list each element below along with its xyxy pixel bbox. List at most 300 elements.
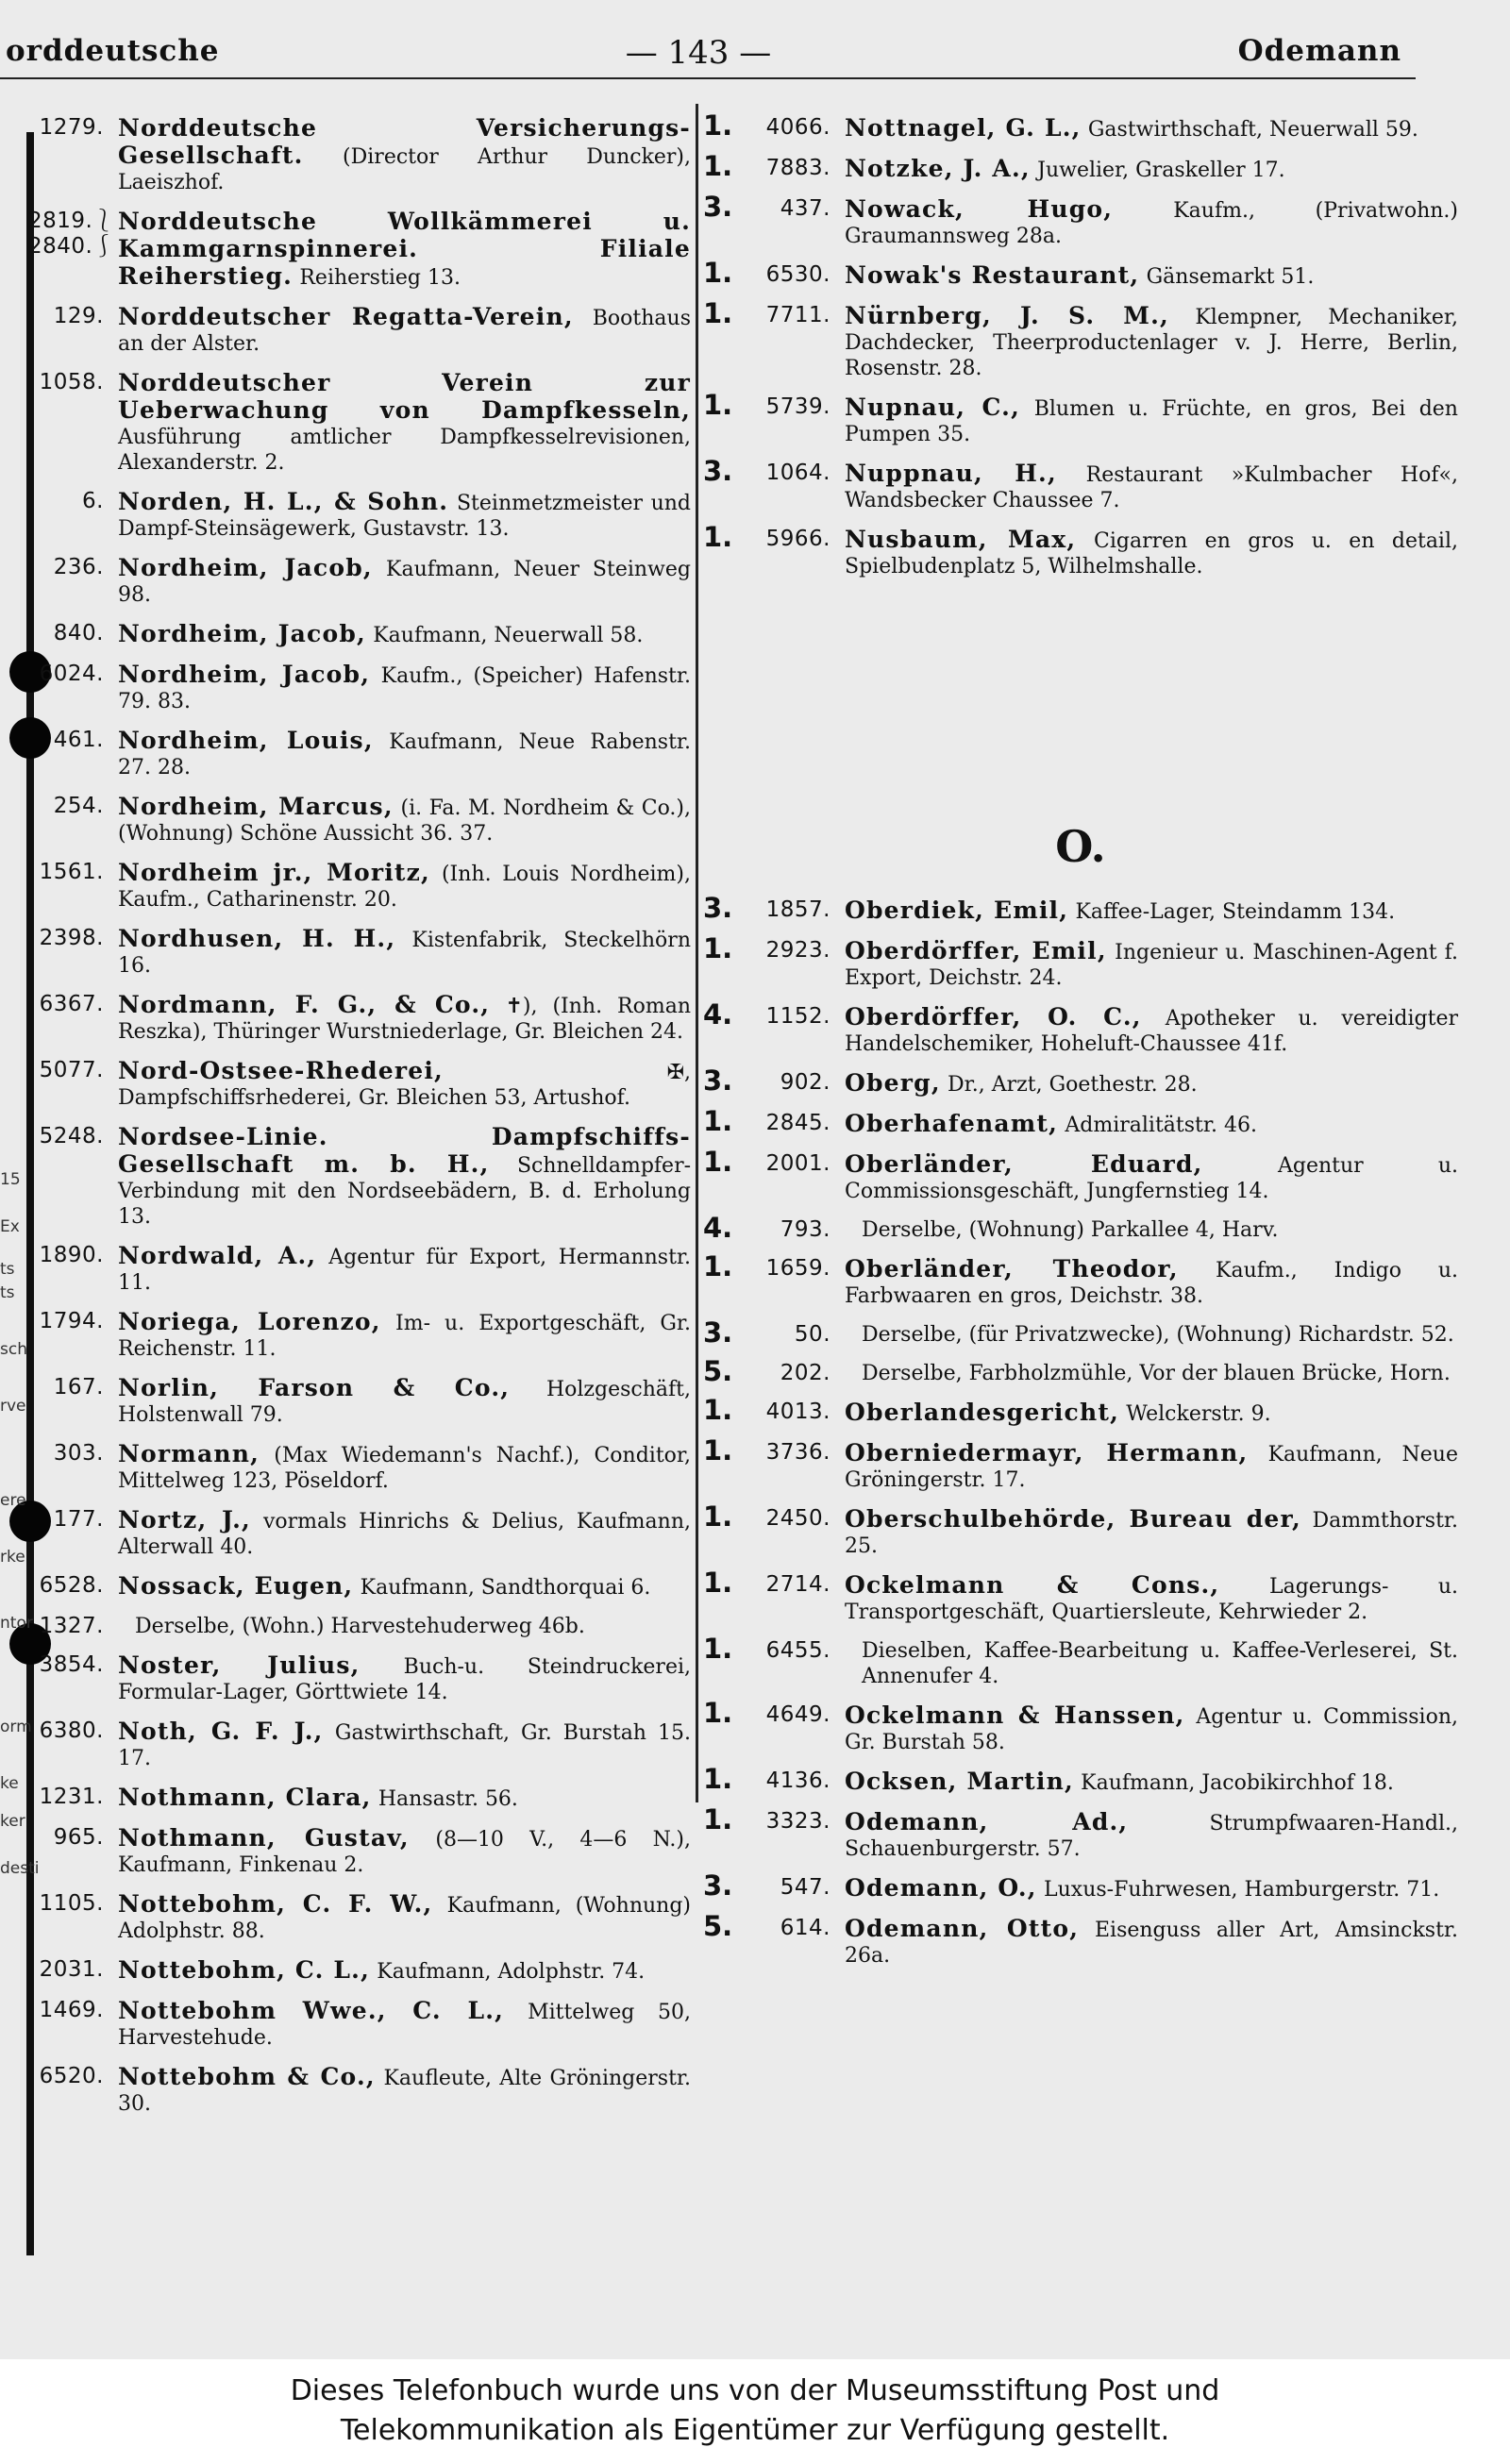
entry-body	[118, 860, 691, 913]
directory-entry	[703, 455, 1458, 513]
phone-number: 2923.	[765, 938, 830, 963]
directory-entry	[703, 1434, 1458, 1493]
subscriber-name: Nordheim, Jacob,	[118, 661, 371, 688]
exchange-prefix: 3.	[703, 191, 733, 223]
directory-entry	[28, 1957, 691, 1985]
entry-body	[845, 461, 1458, 513]
exchange-prefix: 3.	[703, 455, 733, 487]
subscriber-details: Kaufm., (Privatwohn.) Graumannsweg 28a.	[845, 199, 1458, 248]
directory-entry	[703, 1803, 1458, 1862]
entry-body	[118, 489, 691, 542]
exchange-prefix: 1.	[703, 932, 733, 964]
entry-body	[118, 2064, 691, 2117]
entry-body	[845, 1004, 1458, 1057]
subscriber-details: Im- u. Exportgeschäft, Gr. Reichenstr. 11.	[118, 1312, 692, 1361]
subscriber-name: Odemann, O.,	[845, 1874, 1037, 1902]
entry-body	[845, 1768, 1458, 1796]
phone-number: 1659.	[765, 1256, 830, 1281]
phone-number: 1105.	[39, 1891, 104, 1916]
subscriber-details: (Max Wiedemann's Nachf.), Conditor, Mittelweg 123, Pöseldorf.	[118, 1444, 691, 1493]
subscriber-name: Oberniedermayr, Hermann,	[845, 1439, 1249, 1467]
margin-fragment: sch	[0, 1340, 27, 1359]
directory-entry	[28, 662, 691, 714]
entry-body	[845, 897, 1458, 925]
directory-entry	[703, 1105, 1458, 1138]
subscriber-details: vormals Hinrichs & Delius, Kaufmann, Alterwall 40.	[118, 1510, 691, 1559]
subscriber-details: Kaufm., (Speicher) Hafenstr. 79. 83.	[118, 664, 691, 713]
subscriber-details: Kaufmann, Neue Rabenstr. 27. 28.	[118, 730, 692, 779]
exchange-prefix: 4.	[703, 1212, 733, 1244]
entry-body	[118, 1957, 691, 1985]
phone-number: 2450.	[765, 1506, 830, 1531]
phone-number: 3323.	[765, 1809, 830, 1834]
entry-body	[118, 1998, 691, 2051]
subscriber-name: Normann,	[118, 1440, 260, 1467]
entry-body	[118, 1058, 691, 1111]
phone-number: 6520.	[39, 2064, 104, 2088]
directory-entry	[703, 257, 1458, 290]
subscriber-name: Nusbaum, Max,	[845, 526, 1077, 553]
directory-entry	[28, 1785, 691, 1812]
phone-number: 6.	[82, 489, 104, 513]
phone-number: 4013.	[765, 1400, 830, 1424]
subscriber-details: Agentur u. Commission, Gr. Burstah 58.	[845, 1705, 1458, 1754]
directory-entry	[28, 794, 691, 846]
directory-entry	[703, 389, 1458, 447]
header-rule	[0, 77, 1416, 79]
phone-number: 2031.	[39, 1957, 104, 1982]
subscriber-details: Derselbe, (Wohnung) Parkallee 4, Harv.	[862, 1218, 1279, 1242]
subscriber-details: Kaufleute, Alte Gröningerstr. 30.	[118, 2067, 692, 2116]
entry-body	[845, 156, 1458, 183]
left-column	[28, 115, 691, 2130]
subscriber-name: Norddeutsche Wollkämmerei u. Kammgarnspinnerei. Filiale Reiherstieg.	[118, 208, 691, 290]
phone-number: 3854.	[39, 1652, 104, 1677]
entry-body	[118, 662, 691, 714]
entry-body	[118, 555, 691, 608]
margin-fragment: 15	[0, 1170, 21, 1189]
subscriber-details: Kaufmann, Sandthorquai 6.	[360, 1576, 651, 1600]
entry-body	[845, 303, 1458, 381]
exchange-prefix: 1.	[703, 1633, 733, 1665]
subscriber-details: Derselbe, Farbholzmühle, Vor der blauen Brücke, Horn.	[862, 1362, 1451, 1385]
directory-entry	[703, 1355, 1458, 1387]
entry-body	[845, 1638, 1458, 1689]
directory-entry	[703, 1697, 1458, 1755]
entry-body	[118, 1309, 691, 1362]
subscriber-name: Nupnau, C.,	[845, 394, 1020, 421]
phone-number: 4136.	[765, 1768, 830, 1793]
phone-number: 6455.	[765, 1638, 830, 1663]
directory-entry	[28, 1718, 691, 1771]
subscriber-name: Ockelmann & Hanssen,	[845, 1701, 1185, 1729]
subscriber-details: Reiherstieg 13.	[299, 266, 461, 290]
directory-entry	[703, 191, 1458, 249]
entry-body	[845, 1111, 1458, 1138]
subscriber-details: Klempner, Mechaniker, Dachdecker, Theerproductenlager v. J. Herre, Berlin, Rosenstr. 28.	[845, 306, 1459, 380]
directory-entry	[703, 1316, 1458, 1349]
directory-entry	[28, 489, 691, 542]
subscriber-details: Holzgeschäft, Holstenwall 79.	[118, 1378, 692, 1427]
exchange-prefix: 1.	[703, 1500, 733, 1533]
phone-number: 2845.	[765, 1111, 830, 1135]
entry-body	[845, 394, 1458, 447]
phone-number: 793.	[780, 1217, 830, 1242]
margin-fragment: ke	[0, 1774, 19, 1793]
margin-fragment: desti	[0, 1859, 40, 1878]
subscriber-details: Eisenguss aller Art, Amsinckstr. 26a.	[845, 1919, 1458, 1968]
subscriber-details: Derselbe, (Wohn.) Harvestehuderweg 46b.	[135, 1615, 585, 1638]
margin-fragment: ntor	[0, 1614, 33, 1633]
phone-number: 2714.	[765, 1572, 830, 1597]
entry-body	[845, 1440, 1458, 1493]
directory-entry	[28, 2064, 691, 2117]
subscriber-details: Kaufmann, Neuerwall 58.	[373, 624, 644, 647]
subscriber-details: Luxus-Fuhrwesen, Hamburgerstr. 71.	[1044, 1878, 1440, 1902]
subscriber-name: Nottebohm, C. L.,	[118, 1956, 370, 1984]
subscriber-name: Nordmann, F. G., & Co.,	[118, 991, 491, 1018]
subscriber-details: Gastwirthschaft, Gr. Burstah 15. 17.	[118, 1721, 691, 1770]
entry-body	[118, 794, 691, 846]
directory-entry	[28, 1652, 691, 1705]
phone-number: 4649.	[765, 1702, 830, 1727]
phone-number: 840.	[53, 621, 104, 645]
directory-entry	[703, 1910, 1458, 1969]
subscriber-details: Kaufm., Indigo u. Farbwaaren en gros, Deichstr. 38.	[845, 1259, 1459, 1308]
subscriber-details: Kaufmann, Neuer Steinweg 98.	[118, 558, 691, 607]
entry-body	[845, 1875, 1458, 1902]
subscriber-name: Nortz, J.,	[118, 1506, 251, 1534]
directory-entry	[28, 992, 691, 1045]
subscriber-name: Noth, G. F. J.,	[118, 1718, 324, 1745]
subscriber-details: Kaufmann, (Wohnung) Adolphstr. 88.	[118, 1894, 691, 1943]
footer-line-1: Dieses Telefonbuch wurde uns von der Museumsstiftung Post und	[290, 2374, 1220, 2407]
directory-entry	[703, 1064, 1458, 1098]
exchange-prefix: 1.	[703, 1105, 733, 1137]
subscriber-details: Ingenieur u. Maschinen-Agent f. Export, Deichstr. 24.	[845, 941, 1458, 990]
phone-number: 5966.	[765, 527, 830, 551]
subscriber-name: Nordheim, Marcus,	[118, 793, 394, 820]
subscriber-name: Oberdörffer, Emil,	[845, 937, 1107, 964]
entry-body	[845, 1506, 1458, 1559]
subscriber-details: Gänsemarkt 51.	[1146, 265, 1315, 289]
phone-number: 1794.	[39, 1309, 104, 1333]
entry-body	[845, 1400, 1458, 1427]
exchange-prefix: 1.	[703, 1803, 733, 1835]
entry-body	[845, 1151, 1458, 1204]
entry-body	[118, 1243, 691, 1296]
running-head-left: orddeutsche	[6, 34, 220, 68]
phone-number: 6530.	[765, 262, 830, 287]
entry-body	[845, 196, 1458, 249]
entry-body	[118, 1785, 691, 1812]
directory-entry	[703, 1394, 1458, 1427]
entry-body	[845, 1702, 1458, 1755]
entry-body	[118, 621, 691, 648]
phone-number: 461.	[53, 728, 104, 752]
phone-number: 1327.	[39, 1614, 104, 1638]
subscriber-details: ✠, Dampfschiffsrhederei, Gr. Bleichen 53, Artushof.	[118, 1061, 691, 1110]
entry-body	[118, 1375, 691, 1428]
entry-body	[118, 1573, 691, 1601]
subscriber-name: Odemann, Ad.,	[845, 1808, 1129, 1835]
subscriber-details: Cigarren en gros u. en detail, Spielbudenplatz 5, Wilhelmshalle.	[845, 529, 1458, 578]
directory-entry	[28, 1243, 691, 1296]
entry-body	[845, 262, 1458, 290]
subscriber-name: Nordheim, Jacob,	[118, 620, 366, 647]
phone-number: 1152.	[765, 1004, 830, 1029]
directory-entry	[28, 115, 691, 195]
subscriber-name: Noriega, Lorenzo,	[118, 1308, 381, 1335]
entry-body	[845, 1070, 1458, 1098]
subscriber-name: Nowack, Hugo,	[845, 195, 1114, 223]
phone-number: 965.	[53, 1825, 104, 1850]
phone-number: 6024.	[39, 662, 104, 686]
directory-entry	[703, 1763, 1458, 1796]
phone-number: 1857.	[765, 897, 830, 922]
subscriber-name: Nottebohm, C. F. W.,	[118, 1890, 433, 1918]
subscriber-name: Odemann, Otto,	[845, 1915, 1080, 1942]
directory-entry	[28, 1375, 691, 1428]
entry-body	[845, 1916, 1458, 1969]
subscriber-details: Buch-u. Steindruckerei, Formular-Lager, Görttwiete 14.	[118, 1655, 691, 1704]
subscriber-name: Nordsee-Linie. Dampfschiffs-Gesellschaft m. b. H.,	[118, 1123, 691, 1178]
entry-body	[845, 938, 1458, 991]
exchange-prefix: 1.	[703, 257, 733, 289]
subscriber-details: Kaufmann, Neue Gröningerstr. 17.	[845, 1443, 1458, 1492]
margin-fragment: ker	[0, 1812, 25, 1831]
exchange-prefix: 1.	[703, 1434, 733, 1467]
entry-body	[118, 1718, 691, 1771]
subscriber-details: Boothaus an der Alster.	[118, 307, 691, 356]
directory-entry	[28, 1507, 691, 1560]
phone-number: 6367.	[39, 992, 104, 1016]
subscriber-name: Noster, Julius,	[118, 1651, 361, 1679]
entry-body	[845, 1256, 1458, 1309]
subscriber-name: Oberländer, Eduard,	[845, 1150, 1203, 1178]
phone-number: 5077.	[39, 1058, 104, 1082]
phone-number: 303.	[53, 1441, 104, 1466]
entry-body	[118, 1124, 691, 1230]
phone-number: 614.	[780, 1916, 830, 1940]
subscriber-name: Nottebohm Wwe., C. L.,	[118, 1997, 505, 2024]
entry-body	[118, 1441, 691, 1494]
directory-entry	[703, 892, 1458, 925]
directory-entry	[28, 1573, 691, 1601]
subscriber-name: Nowak's Restaurant,	[845, 261, 1140, 289]
phone-number: 1231.	[39, 1785, 104, 1809]
exchange-prefix: 1.	[703, 109, 733, 142]
subscriber-details: Lagerungs- u. Transportgeschäft, Quartiersleute, Kehrwieder 2.	[845, 1575, 1458, 1624]
exchange-prefix: 3.	[703, 892, 733, 924]
subscriber-name: Ocksen, Martin,	[845, 1768, 1074, 1795]
directory-entry	[28, 621, 691, 648]
directory-entry	[28, 860, 691, 913]
running-head-right: Odemann	[1237, 34, 1401, 68]
entry-body	[118, 209, 691, 291]
exchange-prefix: 3.	[703, 1064, 733, 1097]
subscriber-name: Nordheim jr., Moritz,	[118, 859, 430, 886]
entry-body	[845, 1572, 1458, 1625]
phone-number: 437.	[780, 196, 830, 221]
subscriber-details: Kaufmann, Jacobikirchhof 18.	[1081, 1771, 1394, 1795]
entry-body	[118, 1891, 691, 1944]
margin-fragment: orm	[0, 1718, 32, 1736]
entry-body	[118, 1507, 691, 1560]
entry-body	[118, 992, 691, 1045]
phone-number: 1279.	[39, 115, 104, 140]
phone-number: 202.	[780, 1361, 830, 1385]
subscriber-details: Derselbe, (für Privatzwecke), (Wohnung) Richardstr. 52.	[862, 1323, 1454, 1347]
subscriber-name: Nothmann, Clara,	[118, 1784, 372, 1811]
entry-body	[118, 1825, 691, 1878]
subscriber-name: Norddeutscher Regatta-Verein,	[118, 303, 574, 330]
directory-entry	[703, 1633, 1458, 1689]
entry-body	[118, 728, 691, 780]
directory-entry	[703, 1869, 1458, 1902]
subscriber-details: ✝), (Inh. Roman Reszka), Thüringer Wurstniederlage, Gr. Bleichen 24.	[118, 995, 692, 1044]
exchange-prefix: 3.	[703, 1316, 733, 1349]
directory-entry	[28, 209, 691, 291]
subscriber-name: Oberg,	[845, 1069, 941, 1097]
subscriber-name: Nord-Ostsee-Rhederei,	[118, 1057, 444, 1084]
phone-number: 254.	[53, 794, 104, 818]
subscriber-name: Ockelmann & Cons.,	[845, 1571, 1220, 1599]
directory-entry	[703, 521, 1458, 579]
entry-body	[118, 370, 691, 476]
column-divider	[696, 104, 698, 1802]
phone-number: 902.	[780, 1070, 830, 1095]
subscriber-details: Kaffee-Lager, Steindamm 134.	[1075, 900, 1396, 924]
directory-entry	[28, 1309, 691, 1362]
subscriber-name: Nordhusen, H. H.,	[118, 925, 396, 952]
phone-number: 2398.	[39, 926, 104, 950]
phone-number: 1058.	[39, 370, 104, 394]
exchange-prefix: 1.	[703, 521, 733, 553]
subscriber-name: Oberschulbehörde, Bureau der,	[845, 1505, 1301, 1533]
subscriber-name: Nuppnau, H.,	[845, 460, 1057, 487]
section-o	[703, 892, 1459, 1969]
directory-entry	[703, 1250, 1459, 1309]
phone-number: 1561.	[39, 860, 104, 884]
margin-fragment: rve	[0, 1397, 26, 1416]
phone-number: 1890.	[39, 1243, 104, 1267]
page-number: — 143 —	[625, 34, 772, 72]
phone-number: 6380.	[39, 1718, 104, 1743]
phone-number: 547.	[780, 1875, 830, 1900]
subscriber-details: Ausführung amtlicher Dampfkesselrevisionen, Alexanderstr. 2.	[118, 426, 691, 475]
directory-entry	[703, 150, 1458, 183]
exchange-prefix: 3.	[703, 1869, 733, 1902]
subscriber-name: Nürnberg, J. S. M.,	[845, 302, 1169, 329]
phone-number: 50.	[794, 1322, 830, 1347]
margin-fragment: ere	[0, 1491, 26, 1510]
directory-entry	[28, 555, 691, 608]
phone-number: 7711.	[765, 303, 830, 327]
entry-body	[845, 115, 1458, 142]
directory-entry	[703, 998, 1458, 1057]
exchange-prefix: 5.	[703, 1355, 733, 1387]
subscriber-details: Kaufmann, Adolphstr. 74.	[377, 1960, 646, 1984]
subscriber-name: Nordheim, Jacob,	[118, 554, 373, 581]
exchange-prefix: 1.	[703, 1763, 733, 1795]
directory-entry	[703, 297, 1459, 381]
directory-entry	[28, 1441, 691, 1494]
directory-entry	[28, 1614, 691, 1639]
phone-number: 1064.	[765, 461, 830, 485]
subscriber-name: Nordheim, Louis,	[118, 727, 374, 754]
subscriber-details: Apotheker u. vereidigter Handelschemiker, Hoheluft-Chaussee 41f.	[845, 1007, 1458, 1056]
entry-body	[845, 1322, 1458, 1348]
margin-fragment: ts	[0, 1260, 15, 1279]
subscriber-name: Nossack, Eugen,	[118, 1572, 354, 1600]
subscriber-name: Nordwald, A.,	[118, 1242, 317, 1269]
directory-entry	[28, 728, 691, 780]
subscriber-details: (Director Arthur Duncker), Laeiszhof.	[118, 145, 692, 194]
subscriber-name: Nothmann, Gustav,	[118, 1824, 410, 1852]
subscriber-details: Dammthorstr. 25.	[845, 1509, 1459, 1558]
directory-entry	[28, 370, 691, 476]
subscriber-details: Restaurant »Kulmbacher Hof«, Wandsbecker Chaussee 7.	[845, 463, 1458, 512]
footer-line-2: Telekommunikation als Eigentümer zur Verfügung gestellt.	[340, 2414, 1170, 2447]
entry-body	[845, 527, 1458, 579]
exchange-prefix: 1.	[703, 150, 733, 182]
directory-entry	[28, 1058, 691, 1111]
subscriber-details: Mittelweg 50, Harvestehude.	[118, 2001, 691, 2050]
subscriber-details: (i. Fa. M. Nordheim & Co.), (Wohnung) Schöne Aussicht 36. 37.	[118, 796, 691, 846]
subscriber-details: Dr., Arzt, Goethestr. 28.	[948, 1073, 1198, 1097]
subscriber-name: Notzke, J. A.,	[845, 155, 1031, 182]
phone-number: 129.	[53, 304, 104, 328]
subscriber-name: Norlin, Farson & Co.,	[118, 1374, 511, 1401]
subscriber-name: Oberlandesgericht,	[845, 1399, 1119, 1426]
phone-number: 5739.	[765, 394, 830, 419]
subscriber-details: Welckerstr. 9.	[1126, 1402, 1271, 1426]
margin-fragment: rke	[0, 1548, 25, 1567]
subscriber-name: Norden, H. L., & Sohn.	[118, 488, 449, 515]
exchange-prefix: 1.	[703, 1697, 733, 1729]
phone-number: 236.	[53, 555, 104, 579]
phone-number: 6528.	[39, 1573, 104, 1598]
directory-entry	[28, 926, 691, 979]
phone-number: 167.	[53, 1375, 104, 1400]
entry-body	[118, 926, 691, 979]
subscriber-name: Nottebohm & Co.,	[118, 2063, 376, 2090]
entry-body	[845, 1217, 1458, 1243]
directory-entry	[703, 1146, 1458, 1204]
subscriber-details: Juwelier, Graskeller 17.	[1037, 159, 1285, 182]
subscriber-details: Admiralitätstr. 46.	[1065, 1114, 1257, 1137]
phone-number: 177.	[53, 1507, 104, 1532]
exchange-prefix: 5.	[703, 1910, 733, 1942]
directory-entry	[28, 304, 691, 357]
subscriber-name: Oberhafenamt,	[845, 1110, 1059, 1137]
subscriber-name: Norddeutscher Verein zur Ueberwachung von Dampfkesseln,	[118, 369, 691, 424]
entry-body	[845, 1809, 1458, 1862]
subscriber-details: Blumen u. Früchte, en gros, Bei den Pumpen 35.	[845, 397, 1458, 446]
directory-entry	[703, 1567, 1458, 1625]
phone-number: 2001.	[765, 1151, 830, 1176]
section-n-continued	[703, 109, 1459, 579]
phone-number: 4066.	[765, 115, 830, 140]
exchange-prefix: 1.	[703, 1394, 733, 1426]
directory-entry	[703, 109, 1458, 142]
phone-number: 1469.	[39, 1998, 104, 2022]
subscriber-details: Kistenfabrik, Steckelhörn 16.	[118, 929, 691, 978]
subscriber-details: Dieselben, Kaffee-Bearbeitung u. Kaffee-Verleserei, St. Annenufer 4.	[862, 1639, 1458, 1688]
exchange-prefix: 4.	[703, 998, 733, 1031]
directory-entry	[703, 932, 1458, 991]
